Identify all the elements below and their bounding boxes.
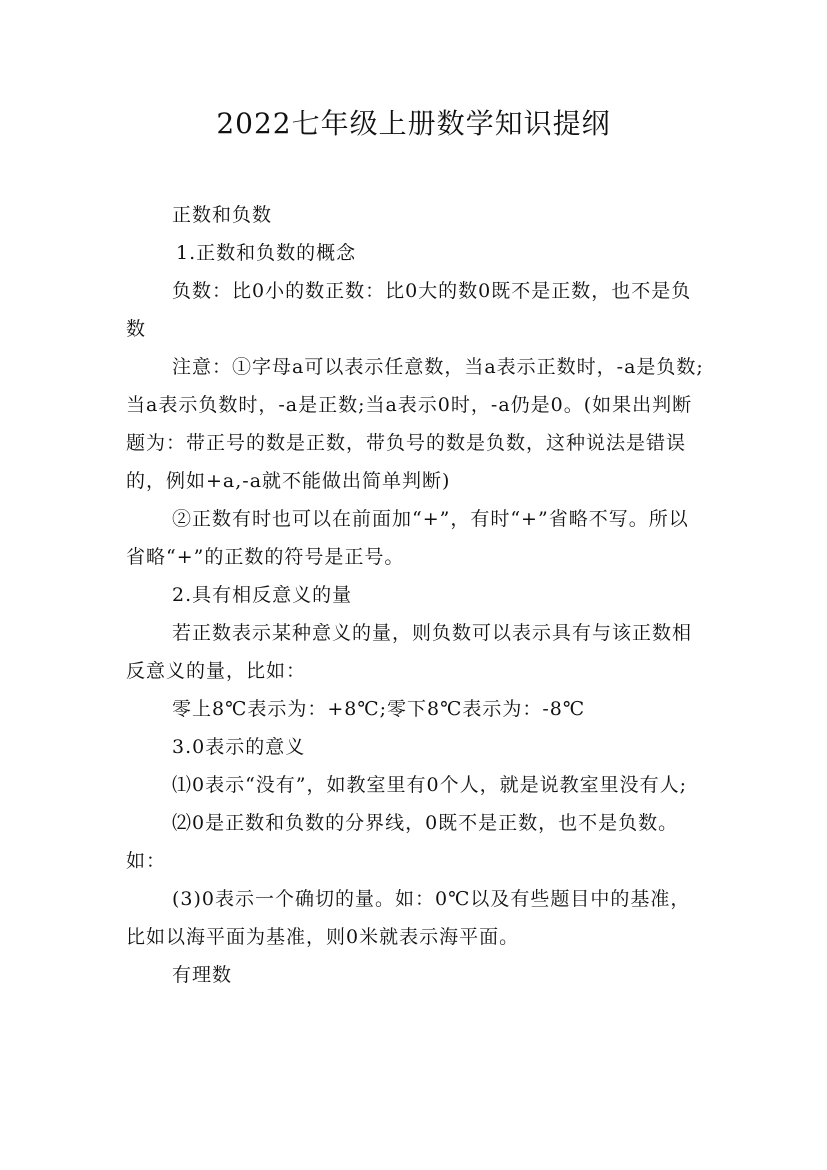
document-title: 2022七年级上册数学知识提纲 [216,107,611,140]
paragraph-note-2: ②正数有时也可以在前面加“+”，有时“+”省略不写。所以省略“+”的正数的符号是正号。 [126,508,689,568]
subheading-concept: 1.正数和负数的概念 [176,242,357,264]
subheading-opposite-quantities: 2.具有相反意义的量 [172,584,353,606]
paragraph-zero-boundary: ⑵0是正数和负数的分界线，0既不是正数，也不是负数。如： [126,812,679,872]
document-body [126,196,706,994]
paragraph-zero-exact: (3)0表示一个确切的量。如：0℃以及有些题目中的基准，比如以海平面为基准，则0米就表示海平面。 [126,888,691,948]
section-heading-rational-numbers: 有理数 [172,964,233,986]
subheading-zero-meaning: 3.0表示的意义 [172,736,306,758]
section-heading-positive-negative: 正数和负数 [172,204,273,226]
paragraph-note-1: 注意：①字母a可以表示任意数，当a表示正数时，-a是负数;当a表示负数时，-a是正数;当a表示0时，-a仍是0。(如果出判断题为：带正号的数是正数，带负号的数是负数，这种说法是错误的，例如+a,-a就不能做出简单判断) [126,356,704,492]
paragraph-opposite-meaning: 若正数表示某种意义的量，则负数可以表示具有与该正数相反意义的量，比如： [126,622,693,682]
paragraph-zero-none: ⑴0表示“没有”，如教室里有0个人，就是说教室里没有人; [172,774,688,796]
paragraph-temperature-example: 零上8℃表示为：+8℃;零下8℃表示为：-8℃ [172,698,586,720]
paragraph-definition: 负数：比0小的数正数：比0大的数0既不是正数，也不是负数 [126,280,692,340]
